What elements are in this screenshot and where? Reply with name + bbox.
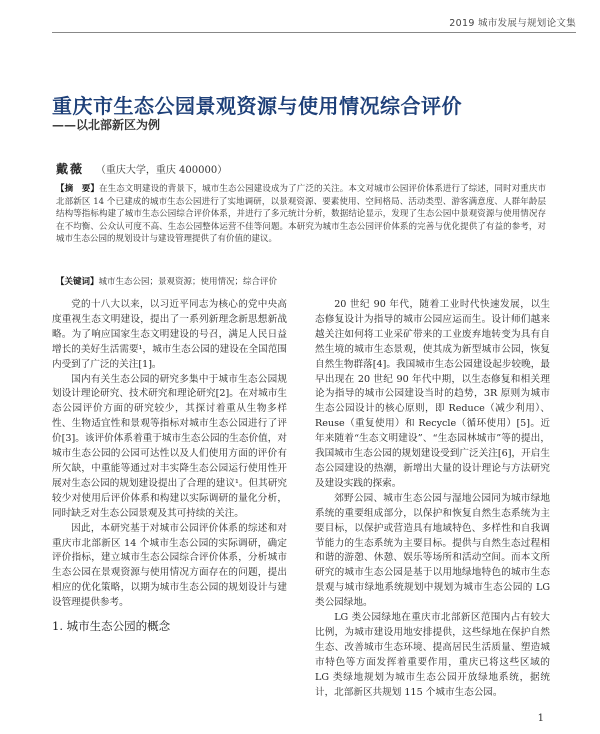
abstract-label: 【摘 要】 [56,184,99,194]
author-affiliation: （重庆大学，重庆 400000） [95,165,228,176]
keywords [56,276,546,289]
abstract-text: 在生态文明建设的背景下，城市生态公园建设成为了广泛的关注。本文对城市公园评价体系进行了综述，同时对重庆市北部新区 14 个已建成的城市生态公园进行了实地调研，以景观资源、要素使用、空间格局、活动类型、游客满意度、人群年龄层结构等指标构建了城市生态公园综合评价体系，并进行了多元统计分析，数据结论显示，发现了生态公园中景观资源与使用情况存在不均衡、公众认可度不高、生态公园整体运营不佳等问题。本研究为城市生态公园评价体系的完善与优化提供了有益的参考，对城市生态公园的规划设计与建设管理提供了有价值的建议。 [56,184,546,245]
body-paragraph: 因此，本研究基于对城市公园评价体系的综述和对重庆市北部新区 14 个城市生态公园的实际调研，确定评价指标，建立城市生态公园综合评价体系，分析城市生态公园在景观资源与使用情况方面存在的问题，提出相应的优化策略，以期为城市生态公园的规划设计与建设管理提供参考。 [52,522,287,609]
keywords-label: 【关键词】 [56,277,99,287]
body-column-left [52,298,287,634]
article-title: 重庆市生态公园景观资源与使用情况综合评价 [52,94,462,118]
abstract [56,183,546,246]
author-line [56,160,227,177]
article-subtitle: ——以北部新区为例 [52,118,161,132]
author-name: 戴薇 [56,162,85,176]
page-number: 1 [537,713,544,724]
body-paragraph: 党的十八大以来，以习近平同志为核心的党中央高度重视生态文明建设，提出了一系列新理念新思想新战略。为了响应国家生态文明建设的号召，满足人民日益增长的美好生活需要¹，城市生态公园的建设在全国范围内受到了广泛的关注[1]。 [52,299,287,370]
body-paragraph: 郊野公园、城市生态公园与湿地公园同为城市绿地系统的重要组成部分，以保护和恢复自然生态系统为主要目标，以保护或营造具有地域特色、多样性和自我调节能力的生态系统为主要目标。提供与自然生态过程相和谐的游憩、休憩、娱乐等场所和活动空间。而本文所研究的城市生态公园是基于以用地绿地特色的城市生态景观与城市绿地系统规划中规划为城市生态公园的 LG 类公园绿地。 [315,492,550,609]
header-rule [52,32,576,33]
body-paragraph: LG 类公园绿地在重庆市北部新区范围内占有较大比例，为城市建设用地安排提供，这些绿地在保护自然生态、改善城市生态环境、提高居民生活质量、塑造城市特色等方面发挥着重要作用，重庆已将这些区域的 LG 类绿地规划为城市生态公园开放绿地系统，据统计，北部新区共规划 115 个城市生态公园。 [315,612,550,698]
running-head: 2019 城市发展与规划论文集 [449,18,576,29]
body-column-right [315,298,550,700]
body-paragraph: 20 世纪 90 年代，随着工业时代快速发展，以生态修复设计为指导的城市公园应运而生。设计师们越来越关注如何将工业采矿带来的工业废弃地转变为具有自然生境的城市生态景观，使其成为新型城市公园，恢复自然生物群落[4]。我国城市生态公园建设起步较晚，最早出现在 20 世纪 90 年代中期，以生态修复和相关理论为指导的城市公园建设当时的趋势，3R 原则为城市生态公园设计的核心原则，即 Reduce（减少利用）、Reuse（重复使用）和 Recycle（循环使用）[5]。近年来随着“生态文明建设”、“生态园林城市”等的提出，我国城市生态公园的规划建设受到广泛关注[6]，开启生态公园建设的热潮，新增出大量的设计理论与方法研究及建设实践的探索。 [315,299,550,489]
body-paragraph: 国内有关生态公园的研究多集中于城市生态公园规划设计理论研究、技术研究和理论研究[2]。在对城市生态公园评价方面的研究较少，其探讨着重从生物多样性、生物适宜性和景观等指标对城市生态公园进行了评价[3]。该评价体系着重于城市生态公园的生态价值，对城市生态公园的公园可达性以及人们使用方面的评价有所欠缺，中重能等通过对丰实降生态公园运行使用性开展对生态公园的规划建设提出了合理的建议¹。但其研究较少对使用后评价体系和构建以实际调研的量化分析，同时缺乏对生态公园景观及其可持续的关注。 [52,373,287,519]
section-heading: 1. 城市生态公园的概念 [52,619,171,634]
keywords-text: 城市生态公园；景观资源；使用情况；综合评价 [98,277,278,287]
